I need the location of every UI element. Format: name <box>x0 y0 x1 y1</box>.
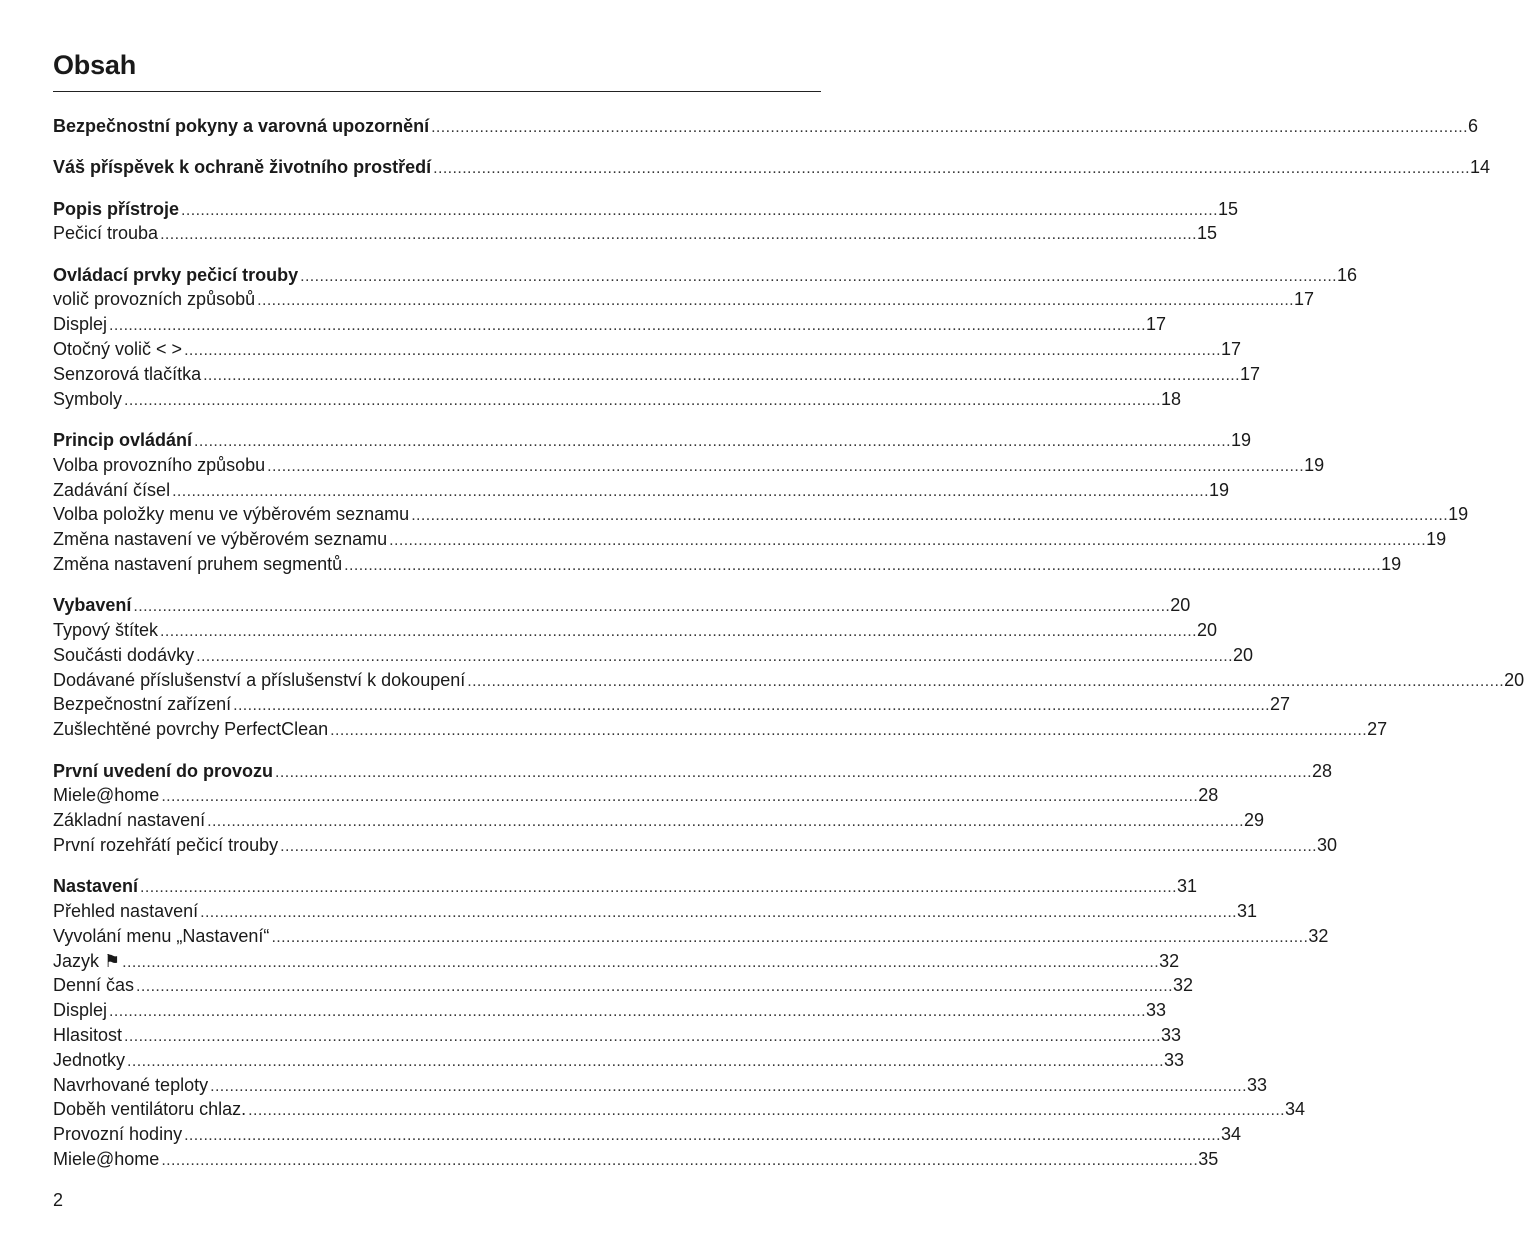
toc-dot-leader: ...................................................................................................................................................................................................................... <box>275 763 1312 781</box>
toc-entry-label: volič provozních způsobů <box>53 289 256 310</box>
toc-dot-leader: ...................................................................................................................................................................................................................... <box>136 978 1173 996</box>
toc-entry[interactable] <box>53 1097 1306 1122</box>
toc-dot-leader: ...................................................................................................................................................................................................................... <box>233 697 1271 715</box>
toc-entry-label: Dodávané příslušenství a příslušenství k dokoupení <box>53 669 466 690</box>
toc-entry-page: 34 <box>1220 1124 1242 1145</box>
toc-entry[interactable] <box>53 783 1219 808</box>
toc-entry-page: 31 <box>1237 901 1258 922</box>
toc-dot-leader: ...................................................................................................................................................................................................................... <box>210 1077 1247 1095</box>
toc-entry-page: 17 <box>1294 289 1315 310</box>
toc-dot-leader: ...................................................................................................................................................................................................................... <box>160 623 1197 641</box>
toc-entry[interactable] <box>53 552 1402 577</box>
toc-entry-page: 28 <box>1198 785 1219 806</box>
toc-entry[interactable] <box>53 692 1291 717</box>
toc-entry[interactable] <box>53 668 1524 693</box>
toc-entry-label: Typový štítek <box>53 620 159 641</box>
toc-group <box>53 197 1238 247</box>
toc-dot-leader: ...................................................................................................................................................................................................................... <box>271 928 1309 946</box>
toc-section-entry[interactable] <box>53 428 1251 453</box>
toc-entry-page: 19 <box>1426 529 1447 550</box>
page-title: Obsah <box>53 50 137 80</box>
toc-entry[interactable] <box>53 362 1261 387</box>
toc-entry[interactable] <box>53 1048 1184 1073</box>
toc-entry-label: Denní čas <box>53 975 135 996</box>
toc-entry-label: Popis přístroje <box>53 198 180 219</box>
toc-dot-leader: ...................................................................................................................................................................................................................... <box>109 1003 1146 1021</box>
toc-dot-leader: ...................................................................................................................................................................................................................... <box>124 391 1161 409</box>
toc-dot-leader: ...................................................................................................................................................................................................................... <box>160 226 1197 244</box>
toc-section-entry[interactable] <box>53 197 1238 222</box>
toc-dot-leader: ...................................................................................................................................................................................................................... <box>184 1127 1221 1145</box>
toc-dot-leader: ...................................................................................................................................................................................................................... <box>194 432 1231 450</box>
toc-entry-page: 27 <box>1270 694 1291 715</box>
toc-entry-label: Volba položky menu ve výběrovém seznamu <box>53 504 410 525</box>
toc-entry-label: Zadávání čísel <box>53 479 171 500</box>
toc-entry[interactable] <box>53 1073 1268 1098</box>
toc-entry[interactable] <box>53 808 1265 833</box>
toc-section-entry[interactable] <box>53 759 1332 784</box>
toc-section-entry[interactable] <box>53 874 1197 899</box>
toc-entry-page: 35 <box>1198 1148 1219 1169</box>
toc-entry-label: Váš příspěvek k ochraně životního prostředí <box>53 157 432 178</box>
toc-entry-page: 19 <box>1381 553 1402 574</box>
toc-entry-page: 32 <box>1172 975 1193 996</box>
toc-entry-page: 34 <box>1285 1099 1306 1120</box>
toc-entry-label: Navrhované teploty <box>53 1074 209 1095</box>
toc-entry[interactable] <box>53 899 1258 924</box>
toc-entry-label: Ovládací prvky pečicí trouby <box>53 264 299 285</box>
toc-group <box>53 155 1491 180</box>
toc-dot-leader: ...................................................................................................................................................................................................................... <box>109 317 1146 335</box>
toc-entry-page: 16 <box>1337 264 1358 285</box>
toc-entry-label: Vyvolání menu „Nastavení“ <box>53 925 270 946</box>
toc-entry[interactable] <box>53 387 1181 412</box>
toc-entry-label: Volba provozního způsobu <box>53 454 266 475</box>
toc-entry[interactable] <box>53 337 1241 362</box>
toc-entry[interactable] <box>53 1122 1242 1147</box>
toc-dot-leader: ...................................................................................................................................................................................................................... <box>257 292 1295 310</box>
toc-dot-leader: ...................................................................................................................................................................................................................... <box>280 837 1318 855</box>
toc-entry-label: Displej <box>53 314 108 335</box>
toc-entry-page: 19 <box>1448 504 1469 525</box>
toc-dot-leader: ...................................................................................................................................................................................................................... <box>133 598 1171 616</box>
toc-dot-leader: ...................................................................................................................................................................................................................... <box>200 904 1238 922</box>
toc-dot-leader: ...................................................................................................................................................................................................................... <box>207 813 1245 831</box>
toc-entry[interactable] <box>53 833 1338 858</box>
toc-group <box>53 874 1329 1172</box>
toc-entry-label: Bezpečnostní zařízení <box>53 694 232 715</box>
toc-section-entry[interactable] <box>53 593 1191 618</box>
toc-entry-page: 29 <box>1244 810 1265 831</box>
toc-entry[interactable] <box>53 312 1166 337</box>
toc-entry[interactable] <box>53 453 1325 478</box>
toc-entry-page: 15 <box>1196 223 1217 244</box>
toc-group <box>53 593 1524 742</box>
toc-entry[interactable] <box>53 998 1166 1023</box>
toc-entry-page: 18 <box>1160 388 1181 409</box>
toc-dot-leader: ...................................................................................................................................................................................................................... <box>161 788 1199 806</box>
toc-group <box>53 428 1469 577</box>
toc-entry-page: 33 <box>1145 1000 1166 1021</box>
toc-group <box>53 759 1338 858</box>
toc-entry[interactable] <box>53 221 1217 246</box>
toc-entry-page: 33 <box>1247 1074 1268 1095</box>
toc-entry[interactable] <box>53 949 1180 974</box>
toc-dot-leader: ...................................................................................................................................................................................................................... <box>122 953 1160 971</box>
toc-entry-label: Jazyk ⚑ <box>53 950 121 971</box>
page-number: 2 <box>53 1190 64 1210</box>
toc-dot-leader: ...................................................................................................................................................................................................................... <box>467 672 1505 690</box>
toc-entry-page: 17 <box>1145 314 1166 335</box>
toc-entry[interactable] <box>53 924 1329 949</box>
toc-section-entry[interactable] <box>53 155 1491 180</box>
toc-entry-page: 20 <box>1196 620 1217 641</box>
toc-entry-label: Základní nastavení <box>53 810 206 831</box>
toc-entry[interactable] <box>53 618 1217 643</box>
toc-entry-label: První rozehřátí pečicí trouby <box>53 834 279 855</box>
toc-dot-leader: ...................................................................................................................................................................................................................... <box>161 1151 1199 1169</box>
toc-dot-leader: ...................................................................................................................................................................................................................... <box>203 366 1240 384</box>
toc-entry-label: Součásti dodávky <box>53 644 195 665</box>
toc-dot-leader: ...................................................................................................................................................................................................................... <box>124 1028 1161 1045</box>
toc-entry-label: Displej <box>53 1000 108 1021</box>
toc-entry-page: 20 <box>1170 595 1191 616</box>
toc-entry[interactable] <box>53 1147 1219 1172</box>
toc-entry-page: 19 <box>1304 454 1325 475</box>
toc-entry-label: Změna nastavení pruhem segmentů <box>53 553 343 574</box>
toc-entry-label: Nastavení <box>53 876 139 897</box>
toc-entry[interactable] <box>53 287 1315 312</box>
toc-entry-page: 30 <box>1317 834 1338 855</box>
toc-entry-page: 32 <box>1308 925 1329 946</box>
toc-entry-page: 31 <box>1176 876 1197 897</box>
toc-dot-leader: ...................................................................................................................................................................................................................... <box>184 342 1221 360</box>
toc-dot-leader: ...................................................................................................................................................................................................................... <box>172 482 1209 500</box>
toc-entry-label: Změna nastavení ve výběrovém seznamu <box>53 529 388 550</box>
toc-dot-leader: ...................................................................................................................................................................................................................... <box>127 1052 1164 1070</box>
toc-entry[interactable] <box>53 478 1229 503</box>
toc-entry-page: 14 <box>1470 157 1491 178</box>
toc-entry-label: Vybavení <box>53 595 132 616</box>
toc-entry-label: Jednotky <box>53 1049 126 1070</box>
toc-entry[interactable] <box>53 717 1388 742</box>
toc-entry-page: 28 <box>1311 760 1332 781</box>
toc-entry-page: 33 <box>1163 1049 1184 1070</box>
toc-entry-page: 15 <box>1217 198 1238 219</box>
toc-entry-label: Symboly <box>53 388 123 409</box>
toc-dot-leader: ...................................................................................................................................................................................................................... <box>330 722 1368 740</box>
toc-entry[interactable] <box>53 502 1469 527</box>
toc-dot-leader: ...................................................................................................................................................................................................................... <box>431 119 1468 136</box>
toc-dot-leader: ...................................................................................................................................................................................................................... <box>248 1102 1286 1120</box>
toc-entry-page: 19 <box>1230 429 1251 450</box>
toc-entry-label: Otočný volič < > <box>53 339 183 360</box>
toc-entry-page: 27 <box>1367 719 1388 740</box>
toc-dot-leader: ...................................................................................................................................................................................................................... <box>389 532 1427 550</box>
toc-section-entry[interactable] <box>53 114 1478 139</box>
toc-entry-label: Bezpečnostní pokyny a varovná upozornění <box>53 116 430 136</box>
toc-entry-label: Senzorová tlačítka <box>53 363 202 384</box>
toc-entry-page: 6 <box>1467 116 1478 136</box>
table-of-contents <box>53 114 1524 1188</box>
toc-entry-page: 20 <box>1233 644 1254 665</box>
toc-group <box>53 114 1478 139</box>
toc-dot-leader: ...................................................................................................................................................................................................................... <box>300 267 1338 285</box>
toc-entry-label: Přehled nastavení <box>53 901 199 922</box>
toc-dot-leader: ...................................................................................................................................................................................................................... <box>181 201 1218 219</box>
toc-entry-page: 19 <box>1208 479 1229 500</box>
toc-entry[interactable] <box>53 643 1254 668</box>
toc-entry-page: 20 <box>1504 669 1524 690</box>
toc-entry-label: První uvedení do provozu <box>53 760 274 781</box>
toc-entry-label: Pečicí trouba <box>53 223 159 244</box>
toc-entry-page: 17 <box>1220 339 1241 360</box>
toc-dot-leader: ...................................................................................................................................................................................................................... <box>411 507 1449 525</box>
toc-entry-label: Provozní hodiny <box>53 1124 183 1145</box>
toc-entry-page: 32 <box>1159 950 1180 971</box>
toc-dot-leader: ...................................................................................................................................................................................................................... <box>196 647 1233 665</box>
toc-group <box>53 263 1358 412</box>
toc-entry-label: Miele@home <box>53 1148 160 1169</box>
toc-entry[interactable] <box>53 527 1447 552</box>
toc-entry-label: Doběh ventilátoru chlaz. <box>53 1099 247 1120</box>
toc-entry-page: 33 <box>1160 1025 1181 1045</box>
toc-entry-label: Princip ovládání <box>53 429 193 450</box>
toc-dot-leader: ...................................................................................................................................................................................................................... <box>140 879 1177 897</box>
toc-dot-leader: ...................................................................................................................................................................................................................... <box>267 457 1305 475</box>
toc-entry[interactable] <box>53 1023 1181 1048</box>
toc-dot-leader: ...................................................................................................................................................................................................................... <box>344 556 1382 574</box>
toc-entry-label: Miele@home <box>53 785 160 806</box>
toc-entry-label: Hlasitost <box>53 1025 123 1045</box>
toc-entry-page: 17 <box>1239 363 1261 384</box>
toc-entry[interactable] <box>53 973 1193 998</box>
toc-section-entry[interactable] <box>53 263 1358 288</box>
toc-dot-leader: ...................................................................................................................................................................................................................... <box>433 160 1471 178</box>
title-rule <box>53 91 821 92</box>
toc-entry-label: Zušlechtěné povrchy PerfectClean <box>53 719 329 740</box>
